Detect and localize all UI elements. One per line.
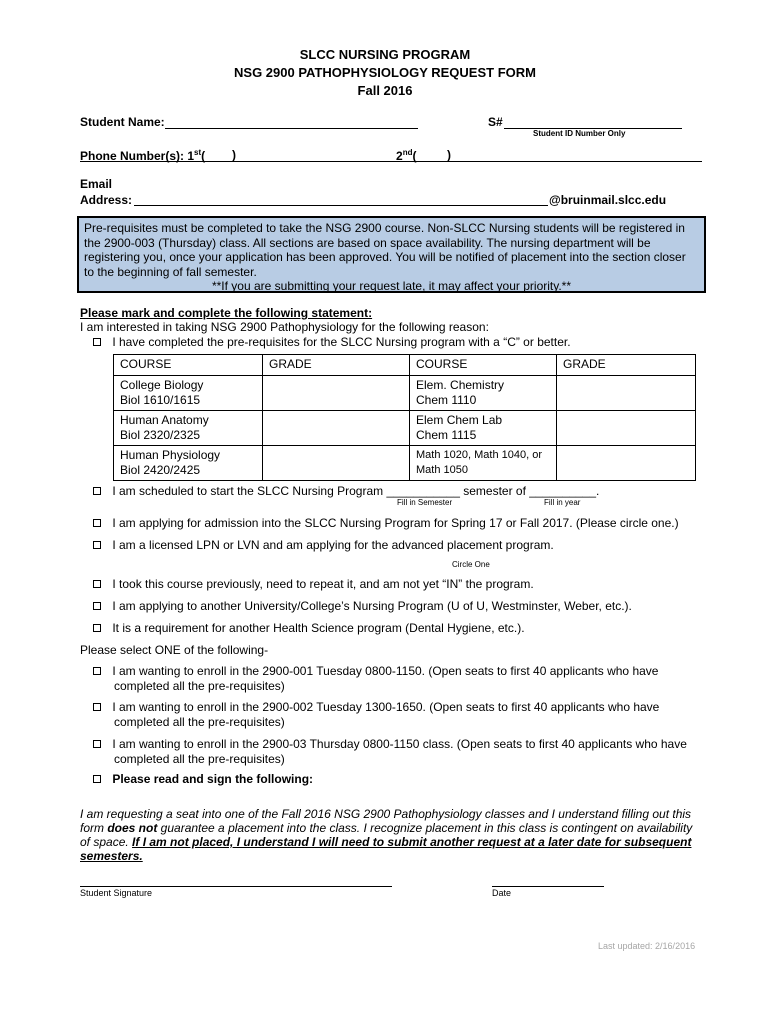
email-field[interactable] bbox=[134, 205, 548, 206]
fill-semester-caption: Fill in Semester bbox=[397, 498, 453, 507]
phone2-open-paren: ( bbox=[412, 149, 417, 163]
section-001-label-cont: completed all the pre-requisites) bbox=[114, 679, 285, 693]
signature-line[interactable] bbox=[80, 886, 392, 887]
header-grade-1: GRADE bbox=[263, 355, 410, 376]
email-label-line1: Email bbox=[80, 177, 113, 191]
applying-label: I am applying for admission into the SLCC Nursing Program for Spring 17 or Fall 2017. (Please circle one.) bbox=[112, 516, 679, 530]
grade-cell[interactable] bbox=[557, 446, 696, 481]
header-grade-2: GRADE bbox=[557, 355, 696, 376]
prereq-option-label: I have completed the pre-requisites for the SLCC Nursing program with a “C” or better. bbox=[112, 335, 571, 349]
sid-label: S# bbox=[488, 115, 503, 129]
lpn-checkbox[interactable] bbox=[93, 541, 101, 549]
grade-cell[interactable] bbox=[263, 411, 410, 446]
header-course-2: COURSE bbox=[410, 355, 557, 376]
fill-year-caption: Fill in year bbox=[544, 498, 581, 507]
prerequisite-text: Pre-requisites must be completed to take the NSG 2900 course. Non-SLCC Nursing students will be registered in the 2900-003 (Thursday) class. All sections are based on space availability. The nursing department will be registering you, once your application has been approved. You will be notified of placement into the section closer to the beginning of fall semester. bbox=[84, 221, 686, 279]
course-name: Elem Chem Lab bbox=[416, 413, 503, 427]
form-title-request: NSG 2900 PATHOPHYSIOLOGY REQUEST FORM bbox=[234, 65, 536, 80]
lpn-option bbox=[93, 538, 554, 552]
prereq-checkbox[interactable] bbox=[93, 338, 101, 346]
phone-sup: st bbox=[194, 148, 202, 157]
read-sign-option bbox=[93, 772, 313, 786]
read-sign-checkbox[interactable] bbox=[93, 775, 101, 783]
scheduled-checkbox[interactable] bbox=[93, 487, 101, 495]
section-001-label: I am wanting to enroll in the 2900-001 Tuesday 0800-1150. (Open seats to first 40 applicants who have bbox=[112, 664, 659, 678]
read-sign-label: Please read and sign the following: bbox=[112, 772, 314, 786]
student-name-label: Student Name: bbox=[80, 115, 165, 129]
course-cell bbox=[114, 376, 263, 411]
table-row bbox=[114, 446, 696, 481]
applying-checkbox[interactable] bbox=[93, 519, 101, 527]
statement-heading: Please mark and complete the following statement: bbox=[80, 306, 373, 320]
section-002-label-cont: completed all the pre-requisites) bbox=[114, 715, 285, 729]
statement-intro: I am interested in taking NSG 2900 Pathophysiology for the following reason: bbox=[80, 320, 489, 334]
repeat-option bbox=[93, 577, 534, 591]
course-cell bbox=[410, 446, 557, 481]
course-cell bbox=[114, 411, 263, 446]
phone-open-paren: ( bbox=[201, 149, 206, 163]
agreement-emphasis: does not bbox=[107, 821, 158, 835]
agreement-underlined: If I am not placed, I understand I will need to submit another request at a later date for subsequent semesters. bbox=[80, 835, 692, 863]
agreement-text-1: I am requesting a seat into one of the Fall 2016 NSG 2900 Pathophysiology classes and I understand filling out this form bbox=[80, 807, 692, 835]
circle-one-caption: Circle One bbox=[452, 560, 490, 569]
section-001-checkbox[interactable] bbox=[93, 667, 101, 675]
course-name: College Biology bbox=[120, 378, 204, 392]
health-science-checkbox[interactable] bbox=[93, 624, 101, 632]
table-header-row bbox=[114, 355, 696, 376]
scheduled-text-2: semester of bbox=[459, 484, 530, 498]
date-label: Date bbox=[492, 888, 512, 898]
phone-close-paren: ) bbox=[232, 148, 236, 162]
other-nursing-option bbox=[93, 599, 632, 613]
repeat-label: I took this course previously, need to repeat it, and am not yet “IN” the program. bbox=[112, 577, 534, 591]
course-name: Elem. Chemistry bbox=[416, 378, 505, 392]
form-title-program: SLCC NURSING PROGRAM bbox=[299, 47, 471, 62]
section-002-checkbox[interactable] bbox=[93, 703, 101, 711]
phone-label-text: Phone Number(s): 1 bbox=[80, 149, 195, 163]
health-science-option bbox=[93, 621, 525, 635]
course-cell bbox=[114, 446, 263, 481]
last-updated: Last updated: 2/16/2016 bbox=[598, 941, 696, 951]
course-cell bbox=[410, 411, 557, 446]
section-001-option bbox=[93, 664, 658, 678]
course-cell bbox=[410, 376, 557, 411]
phone-field[interactable] bbox=[80, 161, 702, 162]
email-label-line2: Address: bbox=[80, 193, 133, 207]
scheduled-option bbox=[93, 484, 599, 498]
applying-option bbox=[93, 516, 679, 530]
semester-blank[interactable]: ___________ bbox=[386, 484, 460, 498]
sid-caption: Student ID Number Only bbox=[533, 129, 626, 138]
phone2-close-paren: ) bbox=[447, 148, 451, 162]
section-002-label: I am wanting to enroll in the 2900-002 Tuesday 1300-1650. (Open seats to first 40 applicants who have bbox=[112, 700, 660, 714]
course-name: Human Physiology bbox=[120, 448, 221, 462]
course-code: Chem 1110 bbox=[416, 393, 477, 407]
form-title-term: Fall 2016 bbox=[357, 83, 413, 98]
course-name: Human Anatomy bbox=[120, 413, 209, 427]
agreement-text-2: guarantee a placement into the class. I recognize placement in this class is contingent on availability of space. bbox=[80, 821, 693, 849]
health-science-label: It is a requirement for another Health Science program (Dental Hygiene, etc.). bbox=[112, 621, 525, 635]
course-code: Biol 1610/1615 bbox=[120, 393, 201, 407]
other-nursing-checkbox[interactable] bbox=[93, 602, 101, 610]
date-line[interactable] bbox=[492, 886, 604, 887]
phone2-label-text: 2 bbox=[396, 149, 403, 163]
prereq-option bbox=[93, 335, 571, 349]
repeat-checkbox[interactable] bbox=[93, 580, 101, 588]
course-name: Math 1020, Math 1040, or bbox=[416, 449, 542, 461]
section-003-checkbox[interactable] bbox=[93, 740, 101, 748]
course-code: Math 1050 bbox=[416, 464, 468, 476]
scheduled-period: . bbox=[596, 484, 600, 498]
section-002-option bbox=[93, 700, 659, 714]
course-code: Biol 2320/2325 bbox=[120, 428, 201, 442]
course-grade-table bbox=[113, 354, 696, 481]
scheduled-text: I am scheduled to start the SLCC Nursing Program bbox=[112, 484, 387, 498]
grade-cell[interactable] bbox=[263, 376, 410, 411]
section-003-label: I am wanting to enroll in the 2900-03 Thursday 0800-1150 class. (Open seats to first 40 applicants who have bbox=[112, 737, 687, 751]
table-row bbox=[114, 411, 696, 446]
table-row bbox=[114, 376, 696, 411]
select-one-label: Please select ONE of the following- bbox=[80, 643, 269, 657]
prerequisite-notice bbox=[77, 216, 706, 293]
late-submission-note: **If you are submitting your request late, it may affect your priority.** bbox=[211, 279, 572, 293]
year-blank[interactable]: __________ bbox=[529, 484, 596, 498]
grade-cell[interactable] bbox=[557, 376, 696, 411]
phone2-sup: nd bbox=[402, 148, 413, 157]
section-003-option bbox=[93, 737, 687, 751]
section-003-label-cont: completed all the pre-requisites) bbox=[114, 752, 285, 766]
email-domain: @bruinmail.slcc.edu bbox=[549, 193, 667, 207]
agreement-paragraph bbox=[80, 807, 700, 863]
student-name-field[interactable] bbox=[165, 128, 418, 129]
course-code: Biol 2420/2425 bbox=[120, 463, 201, 477]
other-nursing-label: I am applying to another University/College’s Nursing Program (U of U, Westminster, Weber, etc.). bbox=[112, 599, 632, 613]
grade-cell[interactable] bbox=[263, 446, 410, 481]
signature-label: Student Signature bbox=[80, 888, 153, 898]
course-code: Chem 1115 bbox=[416, 428, 477, 442]
grade-cell[interactable] bbox=[557, 411, 696, 446]
lpn-label: I am a licensed LPN or LVN and am applying for the advanced placement program. bbox=[112, 538, 554, 552]
header-course-1: COURSE bbox=[114, 355, 263, 376]
